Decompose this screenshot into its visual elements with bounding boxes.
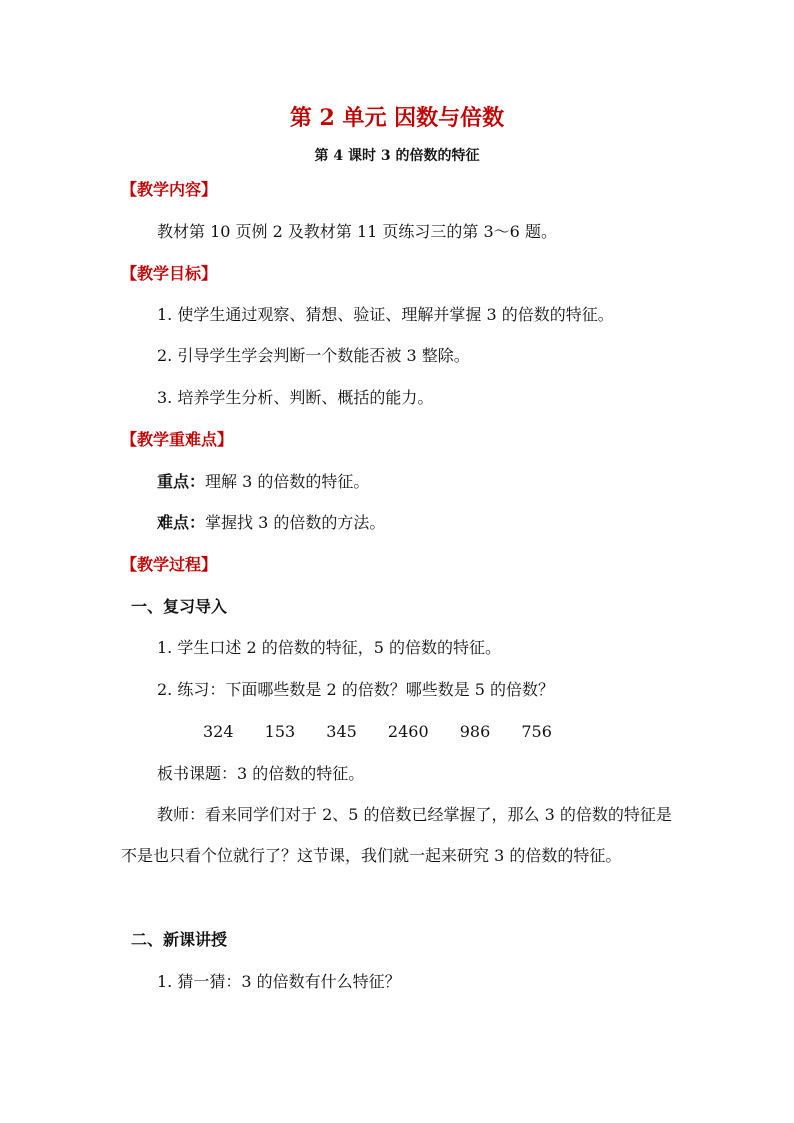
process-part2-item1: 1. 猜一猜：3 的倍数有什么特征？ [157,972,401,991]
process-part1-item2: 2. 练习：下面哪些数是 2 的倍数？哪些数是 5 的倍数？ [157,680,555,699]
process-part1-item1: 1. 学生口述 2 的倍数的特征，5 的倍数的特征。 [157,638,501,657]
section-heading-content: 【教学内容】 [121,180,218,199]
lesson-subtitle: 第 4 课时 3 的倍数的特征 [314,148,480,164]
hard-point [157,513,385,533]
key-point [157,472,369,492]
hard-point-label: 难点： [157,513,206,532]
key-point-label: 重点： [157,472,206,491]
practice-number: 345 [326,722,357,741]
process-part1-heading: 一、复习导入 [131,597,228,616]
practice-numbers [203,722,578,742]
practice-number: 986 [459,722,491,741]
board-title: 板书课题：3 的倍数的特征。 [157,764,365,783]
hard-point-text: 掌握找 3 的倍数的方法。 [205,513,386,532]
goal-item-2: 2. 引导学生学会判断一个数能否被 3 整除。 [157,346,470,365]
page-title: 第 2 单元 因数与倍数 [289,105,505,131]
key-point-text: 理解 3 的倍数的特征。 [205,472,370,491]
section-heading-key-points: 【教学重难点】 [121,430,234,449]
practice-number: 2460 [387,722,429,741]
content-text: 教材第 10 页例 2 及教材第 11 页练习三的第 3～6 题。 [157,222,557,241]
process-part2-heading: 二、新课讲授 [131,930,228,949]
practice-number: 324 [203,722,234,741]
section-heading-process: 【教学过程】 [121,555,218,574]
practice-number: 756 [521,722,552,741]
teacher-paragraph: 教师：看来同学们对于 2、5 的倍数已经掌握了，那么 3 的倍数的特征是不是也只看个位就行了？这节课，我们就一起来研究 3 的倍数的特征。 [121,805,672,865]
section-heading-goals: 【教学目标】 [121,264,218,283]
goal-item-3: 3. 培养学生分析、判断、概括的能力。 [157,388,434,407]
goal-item-1: 1. 使学生通过观察、猜想、验证、理解并掌握 3 的倍数的特征。 [157,305,614,324]
practice-number: 153 [264,722,296,741]
